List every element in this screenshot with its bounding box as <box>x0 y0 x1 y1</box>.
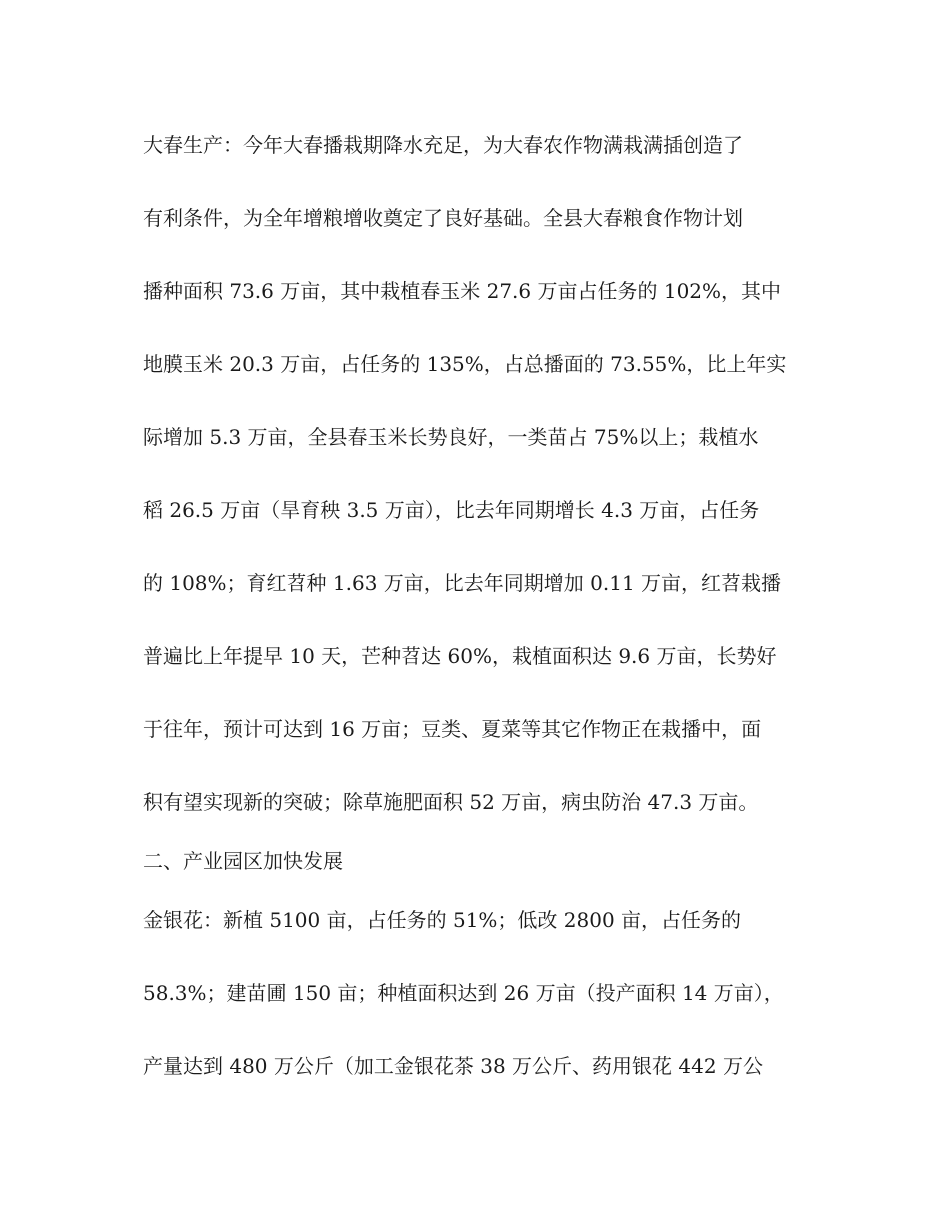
text-line: 普遍比上年提早 10 天，芒种苕达 60%，栽植面积达 9.6 万亩，长势好 <box>143 644 777 668</box>
text-line: 金银花：新植 5100 亩，占任务的 51%；低改 2800 亩，占任务的 <box>143 908 742 932</box>
text-line: 有利条件，为全年增粮增收奠定了良好基础。全县大春粮食作物计划 <box>143 206 743 230</box>
text-line: 大春生产：今年大春播栽期降水充足，为大春农作物满栽满插创造了 <box>143 133 743 157</box>
text-line: 地膜玉米 20.3 万亩，占任务的 135%，占总播面的 73.55%，比上年实 <box>143 352 787 376</box>
text-line: 58.3%；建苗圃 150 亩；种植面积达到 26 万亩（投产面积 14 万亩）， <box>143 981 784 1005</box>
text-line: 际增加 5.3 万亩，全县春玉米长势良好，一类苗占 75%以上；栽植水 <box>143 425 759 449</box>
text-line: 积有望实现新的突破；除草施肥面积 52 万亩，病虫防治 47.3 万亩。 <box>143 790 759 814</box>
section-heading: 二、产业园区加快发展 <box>143 849 343 873</box>
text-line: 稻 26.5 万亩（旱育秧 3.5 万亩），比去年同期增长 4.3 万亩，占任务 <box>143 498 760 522</box>
text-line: 的 108%；育红苕种 1.63 万亩，比去年同期增加 0.11 万亩，红苕栽播 <box>143 571 782 595</box>
text-line: 产量达到 480 万公斤（加工金银花茶 38 万公斤、药用银花 442 万公 <box>143 1054 763 1078</box>
text-line: 播种面积 73.6 万亩，其中栽植春玉米 27.6 万亩占任务的 102%，其中 <box>143 279 782 303</box>
text-line: 于往年，预计可达到 16 万亩；豆类、夏菜等其它作物正在栽播中，面 <box>143 717 762 741</box>
